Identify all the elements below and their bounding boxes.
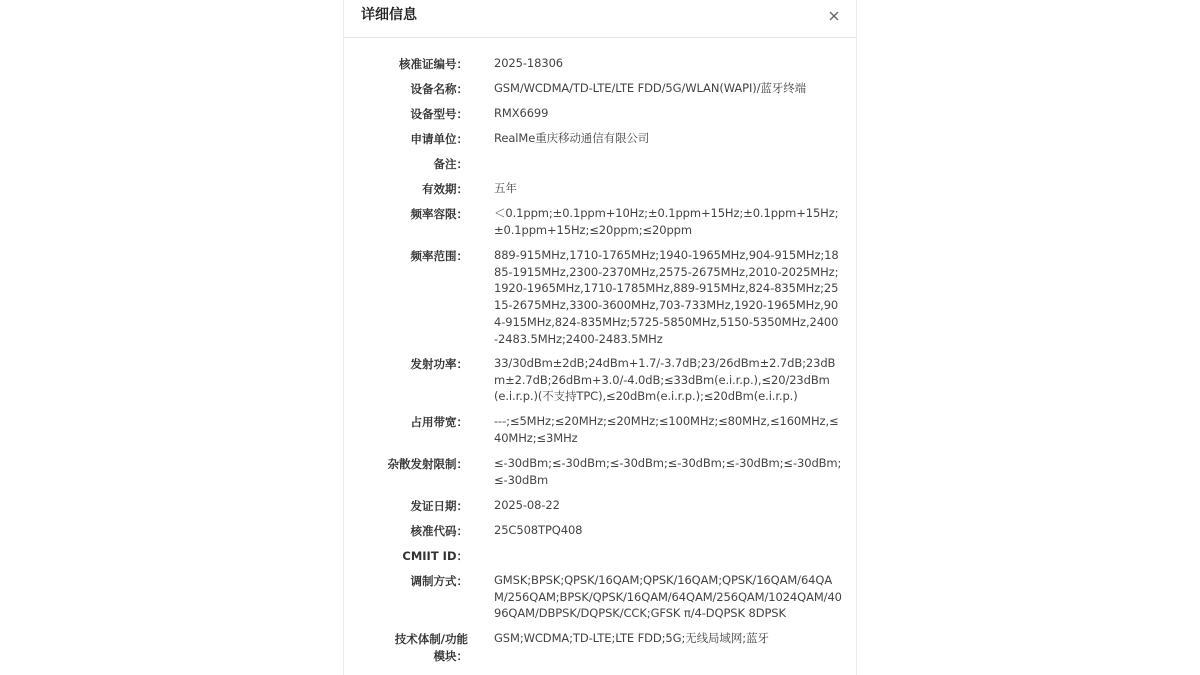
field-cmiit-id xyxy=(344,547,856,572)
field-frequency-tolerance xyxy=(344,205,856,247)
field-transmit-power xyxy=(344,355,856,413)
field-label: 频率容限： xyxy=(410,207,468,221)
field-label: 占用带宽： xyxy=(410,415,468,429)
field-label: 设备型号： xyxy=(410,107,468,121)
field-value: 2025-18306 xyxy=(494,56,563,70)
field-value: GSM/WCDMA/TD-LTE/LTE FDD/5G/WLAN(WAPI)/蓝牙终端 xyxy=(494,81,807,95)
field-label: 调制方式： xyxy=(410,574,468,588)
field-label: 发射功率： xyxy=(410,357,468,371)
field-validity xyxy=(344,180,856,205)
field-value: 2025-08-22 xyxy=(494,498,560,512)
field-label: 技术体制/功能模块： xyxy=(394,632,468,663)
field-approval-code xyxy=(344,522,856,547)
dialog-header xyxy=(344,0,856,38)
field-remarks xyxy=(344,155,856,180)
field-approval-number xyxy=(344,55,856,80)
field-label: 发证日期： xyxy=(410,499,468,513)
field-issue-date xyxy=(344,497,856,522)
detail-fields xyxy=(344,55,856,664)
dialog-title: 详细信息 xyxy=(361,7,417,23)
field-value: 33/30dBm±2dB;24dBm+1.7/-3.7dB;23/26dBm±2.7dB;23dBm±2.7dB;26dBm+3.0/-4.0dB;≤33dBm(e.i.r.p.),≤20/23dBm(e.i.r.p.)(不支持TPC),≤20dBm(e.i.r.p.);≤20dBm(e.i.r.p.) xyxy=(494,356,836,404)
field-value: GSM;WCDMA;TD-LTE;LTE FDD;5G;无线局域网;蓝牙 xyxy=(494,631,769,645)
field-label: 杂散发射限制： xyxy=(387,457,468,471)
field-value: GMSK;BPSK;QPSK/16QAM;QPSK/16QAM;QPSK/16QAM/64QAM/256QAM;BPSK/QPSK/16QAM/64QAM/256QAM/1024QAM/4096QAM/DBPSK/DQPSK/CCK;GFSK π/4-DQPSK 8DPSK xyxy=(494,573,842,621)
field-value: ---;≤5MHz;≤20MHz;≤20MHz;≤100MHz;≤80MHz,≤160MHz,≤40MHz;≤3MHz xyxy=(494,414,839,445)
field-label: CMIIT ID： xyxy=(402,549,468,563)
field-value: RMX6699 xyxy=(494,106,549,120)
field-value: RealMe重庆移动通信有限公司 xyxy=(494,131,650,145)
field-value: 25C508TPQ408 xyxy=(494,523,583,537)
field-label: 核准证编号： xyxy=(399,57,468,71)
field-modulation xyxy=(344,572,856,630)
field-value: ＜0.1ppm;±0.1ppm+10Hz;±0.1ppm+15Hz;±0.1ppm+15Hz;±0.1ppm+15Hz;≤20ppm;≤20ppm xyxy=(494,206,839,237)
detail-dialog xyxy=(343,0,857,675)
field-label: 核准代码： xyxy=(410,524,468,538)
field-value: ≤-30dBm;≤-30dBm;≤-30dBm;≤-30dBm;≤-30dBm;≤-30dBm;≤-30dBm xyxy=(494,456,842,487)
field-frequency-range xyxy=(344,247,856,355)
field-label: 频率范围： xyxy=(410,249,468,263)
close-button[interactable] xyxy=(824,6,844,26)
field-label: 有效期： xyxy=(422,182,468,196)
field-spurious-emission xyxy=(344,455,856,497)
field-device-model xyxy=(344,105,856,130)
field-label: 设备名称： xyxy=(410,82,468,96)
field-label: 申请单位： xyxy=(410,132,468,146)
field-device-name xyxy=(344,80,856,105)
field-applicant xyxy=(344,130,856,155)
close-icon xyxy=(824,6,844,26)
field-label: 备注： xyxy=(433,157,468,171)
field-occupied-bandwidth xyxy=(344,413,856,455)
field-value: 889-915MHz,1710-1765MHz;1940-1965MHz,904-915MHz;1885-1915MHz,2300-2370MHz,2575-2675MHz,2010-2025MHz;1920-1965MHz,1710-1785MHz,889-915MHz,824-835MHz;2515-2675MHz,3300-3600MHz,703-733MHz,1920-1965MHz,904-915MHz,824-835MHz;5725-5850MHz,5150-5350MHz,2400-2483.5MHz;2400-2483.5MHz xyxy=(494,248,839,346)
field-technology-module xyxy=(344,630,856,664)
field-value: 五年 xyxy=(494,181,517,195)
